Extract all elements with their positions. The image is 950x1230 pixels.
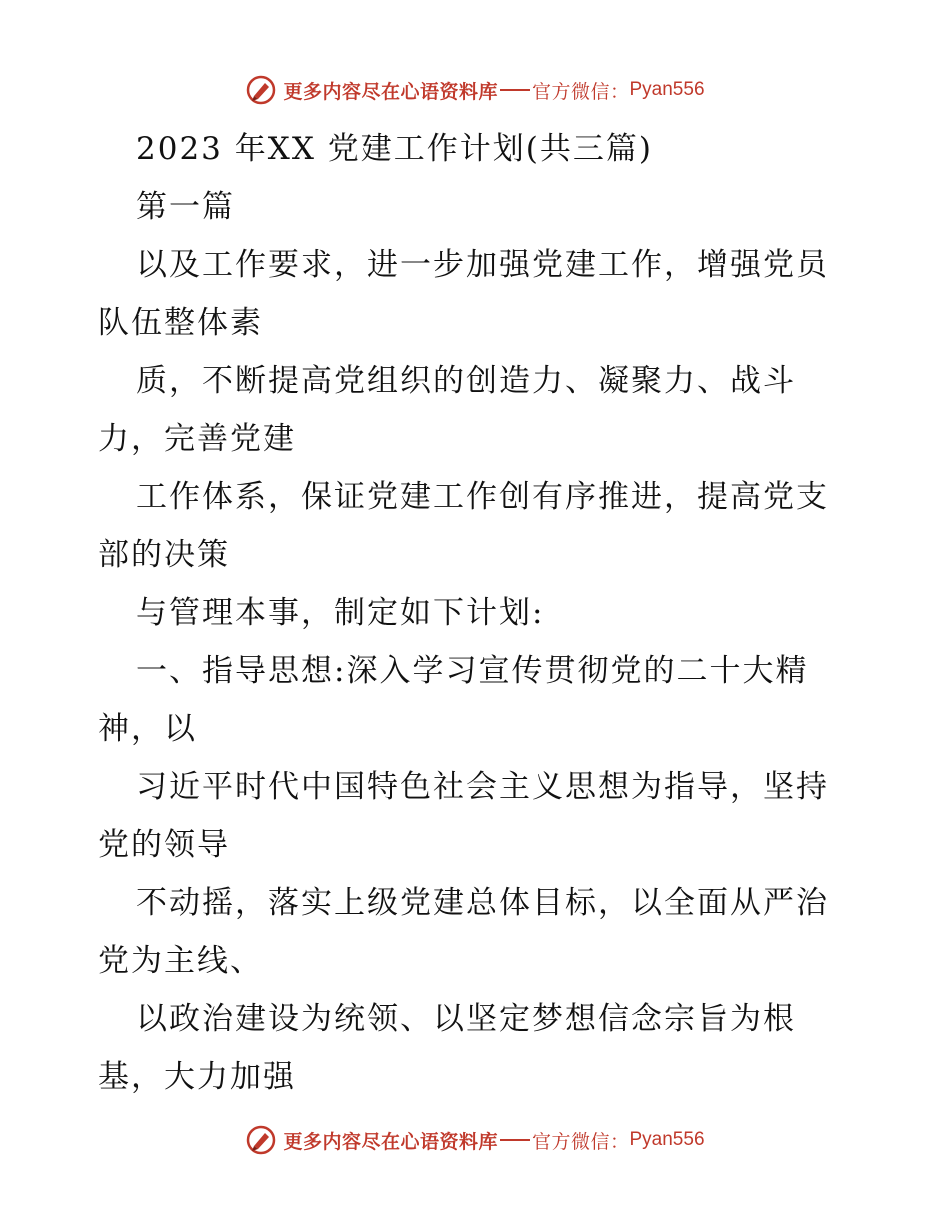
- document-title: 2023 年XX 党建工作计划(共三篇): [136, 131, 653, 167]
- pen-seal-icon: [245, 74, 277, 106]
- paragraph-line: 不动摇，落实上级党建总体目标，以全面从严治: [136, 885, 829, 921]
- paragraph-line: 力，完善党建: [98, 421, 296, 457]
- pen-seal-icon: [245, 1124, 277, 1156]
- watermark-dash: [500, 89, 530, 91]
- paragraph-line: 与管理本事，制定如下计划:: [136, 595, 545, 631]
- watermark-brand: 更多内容尽在心语资料库: [283, 80, 498, 103]
- document-body: [98, 120, 858, 1106]
- paragraph-line: 党为主线、: [98, 943, 263, 979]
- section-heading: 第一篇: [136, 189, 235, 225]
- paragraph-line: 队伍整体素: [98, 305, 263, 341]
- paragraph-line: 党的领导: [98, 827, 230, 863]
- paragraph-line: 神，以: [98, 711, 197, 747]
- paragraph-line: 以及工作要求，进一步加强党建工作，增强党员: [136, 247, 829, 283]
- watermark-brand: 更多内容尽在心语资料库: [283, 1130, 498, 1153]
- watermark-account: Pyan556: [629, 79, 705, 100]
- watermark-banner-top: [0, 70, 950, 110]
- watermark-account: Pyan556: [629, 1129, 705, 1150]
- paragraph-line: 工作体系，保证党建工作创有序推进，提高党支: [136, 479, 829, 515]
- watermark-wechat-label: 官方微信：: [531, 80, 630, 103]
- watermark-wechat-label: 官方微信：: [531, 1130, 630, 1153]
- paragraph-line: 部的决策: [98, 537, 230, 573]
- paragraph-line: 习近平时代中国特色社会主义思想为指导，坚持: [136, 769, 829, 805]
- watermark-banner-bottom: [0, 1120, 950, 1160]
- paragraph-line: 质，不断提高党组织的创造力、凝聚力、战斗: [136, 363, 796, 399]
- paragraph-line: 基，大力加强: [98, 1059, 296, 1095]
- paragraph-line: 以政治建设为统领、以坚定梦想信念宗旨为根: [136, 1001, 796, 1037]
- watermark-dash: [500, 1139, 530, 1141]
- paragraph-line: 一、指导思想:深入学习宣传贯彻党的二十大精: [136, 653, 809, 689]
